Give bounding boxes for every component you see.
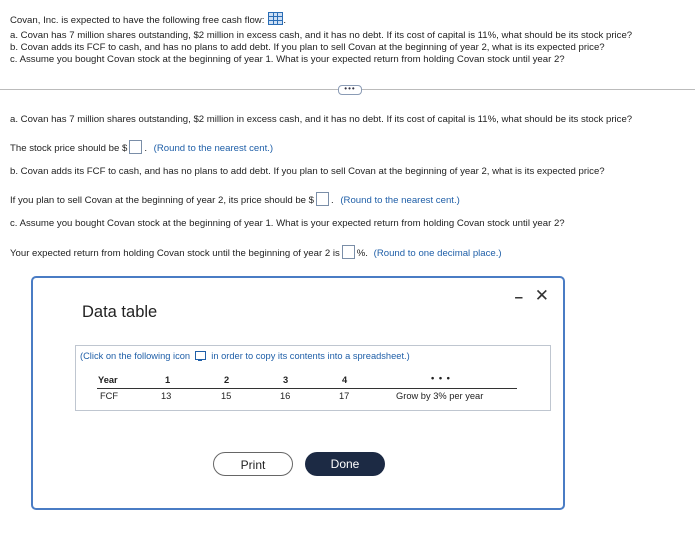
table-icon[interactable] (268, 12, 283, 25)
data-table-panel (75, 345, 551, 411)
intro-line: Covan, Inc. is expected to have the following free cash flow: . (10, 12, 286, 26)
show-more-button[interactable]: ••• (338, 85, 362, 95)
fcf-4: 17 (339, 391, 350, 401)
year-2: 2 (224, 375, 230, 385)
part-c-answer-prefix: Your expected return from holding Covan stock until the beginning of year 2 is (10, 248, 340, 259)
fcf-3: 16 (280, 391, 291, 401)
part-b-answer-line: If you plan to sell Covan at the beginning of year 2, its price should be $ . (Round to the nearest cent.) (10, 192, 460, 206)
part-c-question: c. Assume you bought Covan stock at the beginning of year 1. What is your expected return from holding Covan stock until year 2? (10, 218, 565, 229)
done-button[interactable]: Done (305, 452, 385, 476)
part-b-hint: (Round to the nearest cent.) (340, 195, 460, 206)
copy-note: (Click on the following icon in order to copy its contents into a spreadsheet.) (80, 351, 410, 361)
part-a-answer-line: The stock price should be $ . (Round to the nearest cent.) (10, 140, 273, 154)
year-header: Year (98, 375, 118, 385)
top-question-a: a. Covan has 7 million shares outstanding, $2 million in excess cash, and it has no debt. If its cost of capital is 11%, what should be its stock price? (10, 30, 633, 41)
part-b-answer-prefix: If you plan to sell Covan at the beginning of year 2, its price should be $ (10, 195, 314, 206)
year-4: 4 (342, 375, 348, 385)
part-c-answer-line (10, 245, 502, 259)
part-a-hint: (Round to the nearest cent.) (153, 143, 274, 154)
print-button[interactable]: Print (213, 452, 293, 476)
top-question-b: b. Covan adds its FCF to cash, and has no plans to add debt. If you plan to sell Covan at the beginning of year 2, what is its expected price? (10, 42, 605, 53)
close-icon[interactable]: ✕ (534, 286, 549, 305)
data-table-dialog (31, 276, 565, 510)
part-b-question: b. Covan adds its FCF to cash, and has no plans to add debt. If you plan to sell Covan at the beginning of year 2, what is its expected price? (10, 166, 605, 177)
fcf-1: 13 (161, 391, 172, 401)
copy-to-spreadsheet-icon[interactable] (195, 351, 206, 360)
expected-price-input[interactable] (316, 192, 329, 206)
year-3: 3 (283, 375, 289, 385)
part-a-answer-prefix: The stock price should be $ (10, 143, 128, 154)
stock-price-input[interactable] (129, 140, 142, 154)
minimize-icon[interactable]: – (514, 289, 523, 306)
fcf-label: FCF (100, 391, 119, 401)
table-header-rule (97, 388, 517, 389)
expected-return-input[interactable] (342, 245, 355, 259)
intro-text: Covan, Inc. is expected to have the following free cash flow: (10, 15, 265, 26)
percent-suffix: %. (356, 248, 368, 259)
top-question-c: c. Assume you bought Covan stock at the beginning of year 1. What is your expected return from holding Covan stock until year 2? (10, 54, 565, 65)
year-1: 1 (165, 375, 171, 385)
year-ellipsis: • • • (431, 373, 451, 383)
part-c-hint: (Round to one decimal place.) (373, 248, 502, 259)
part-a-question: a. Covan has 7 million shares outstanding, $2 million in excess cash, and it has no debt. If its cost of capital is 11%, what should be its stock price? (10, 114, 633, 125)
fcf-2: 15 (221, 391, 232, 401)
dialog-title: Data table (82, 303, 158, 321)
fcf-growth: Grow by 3% per year (396, 391, 484, 401)
